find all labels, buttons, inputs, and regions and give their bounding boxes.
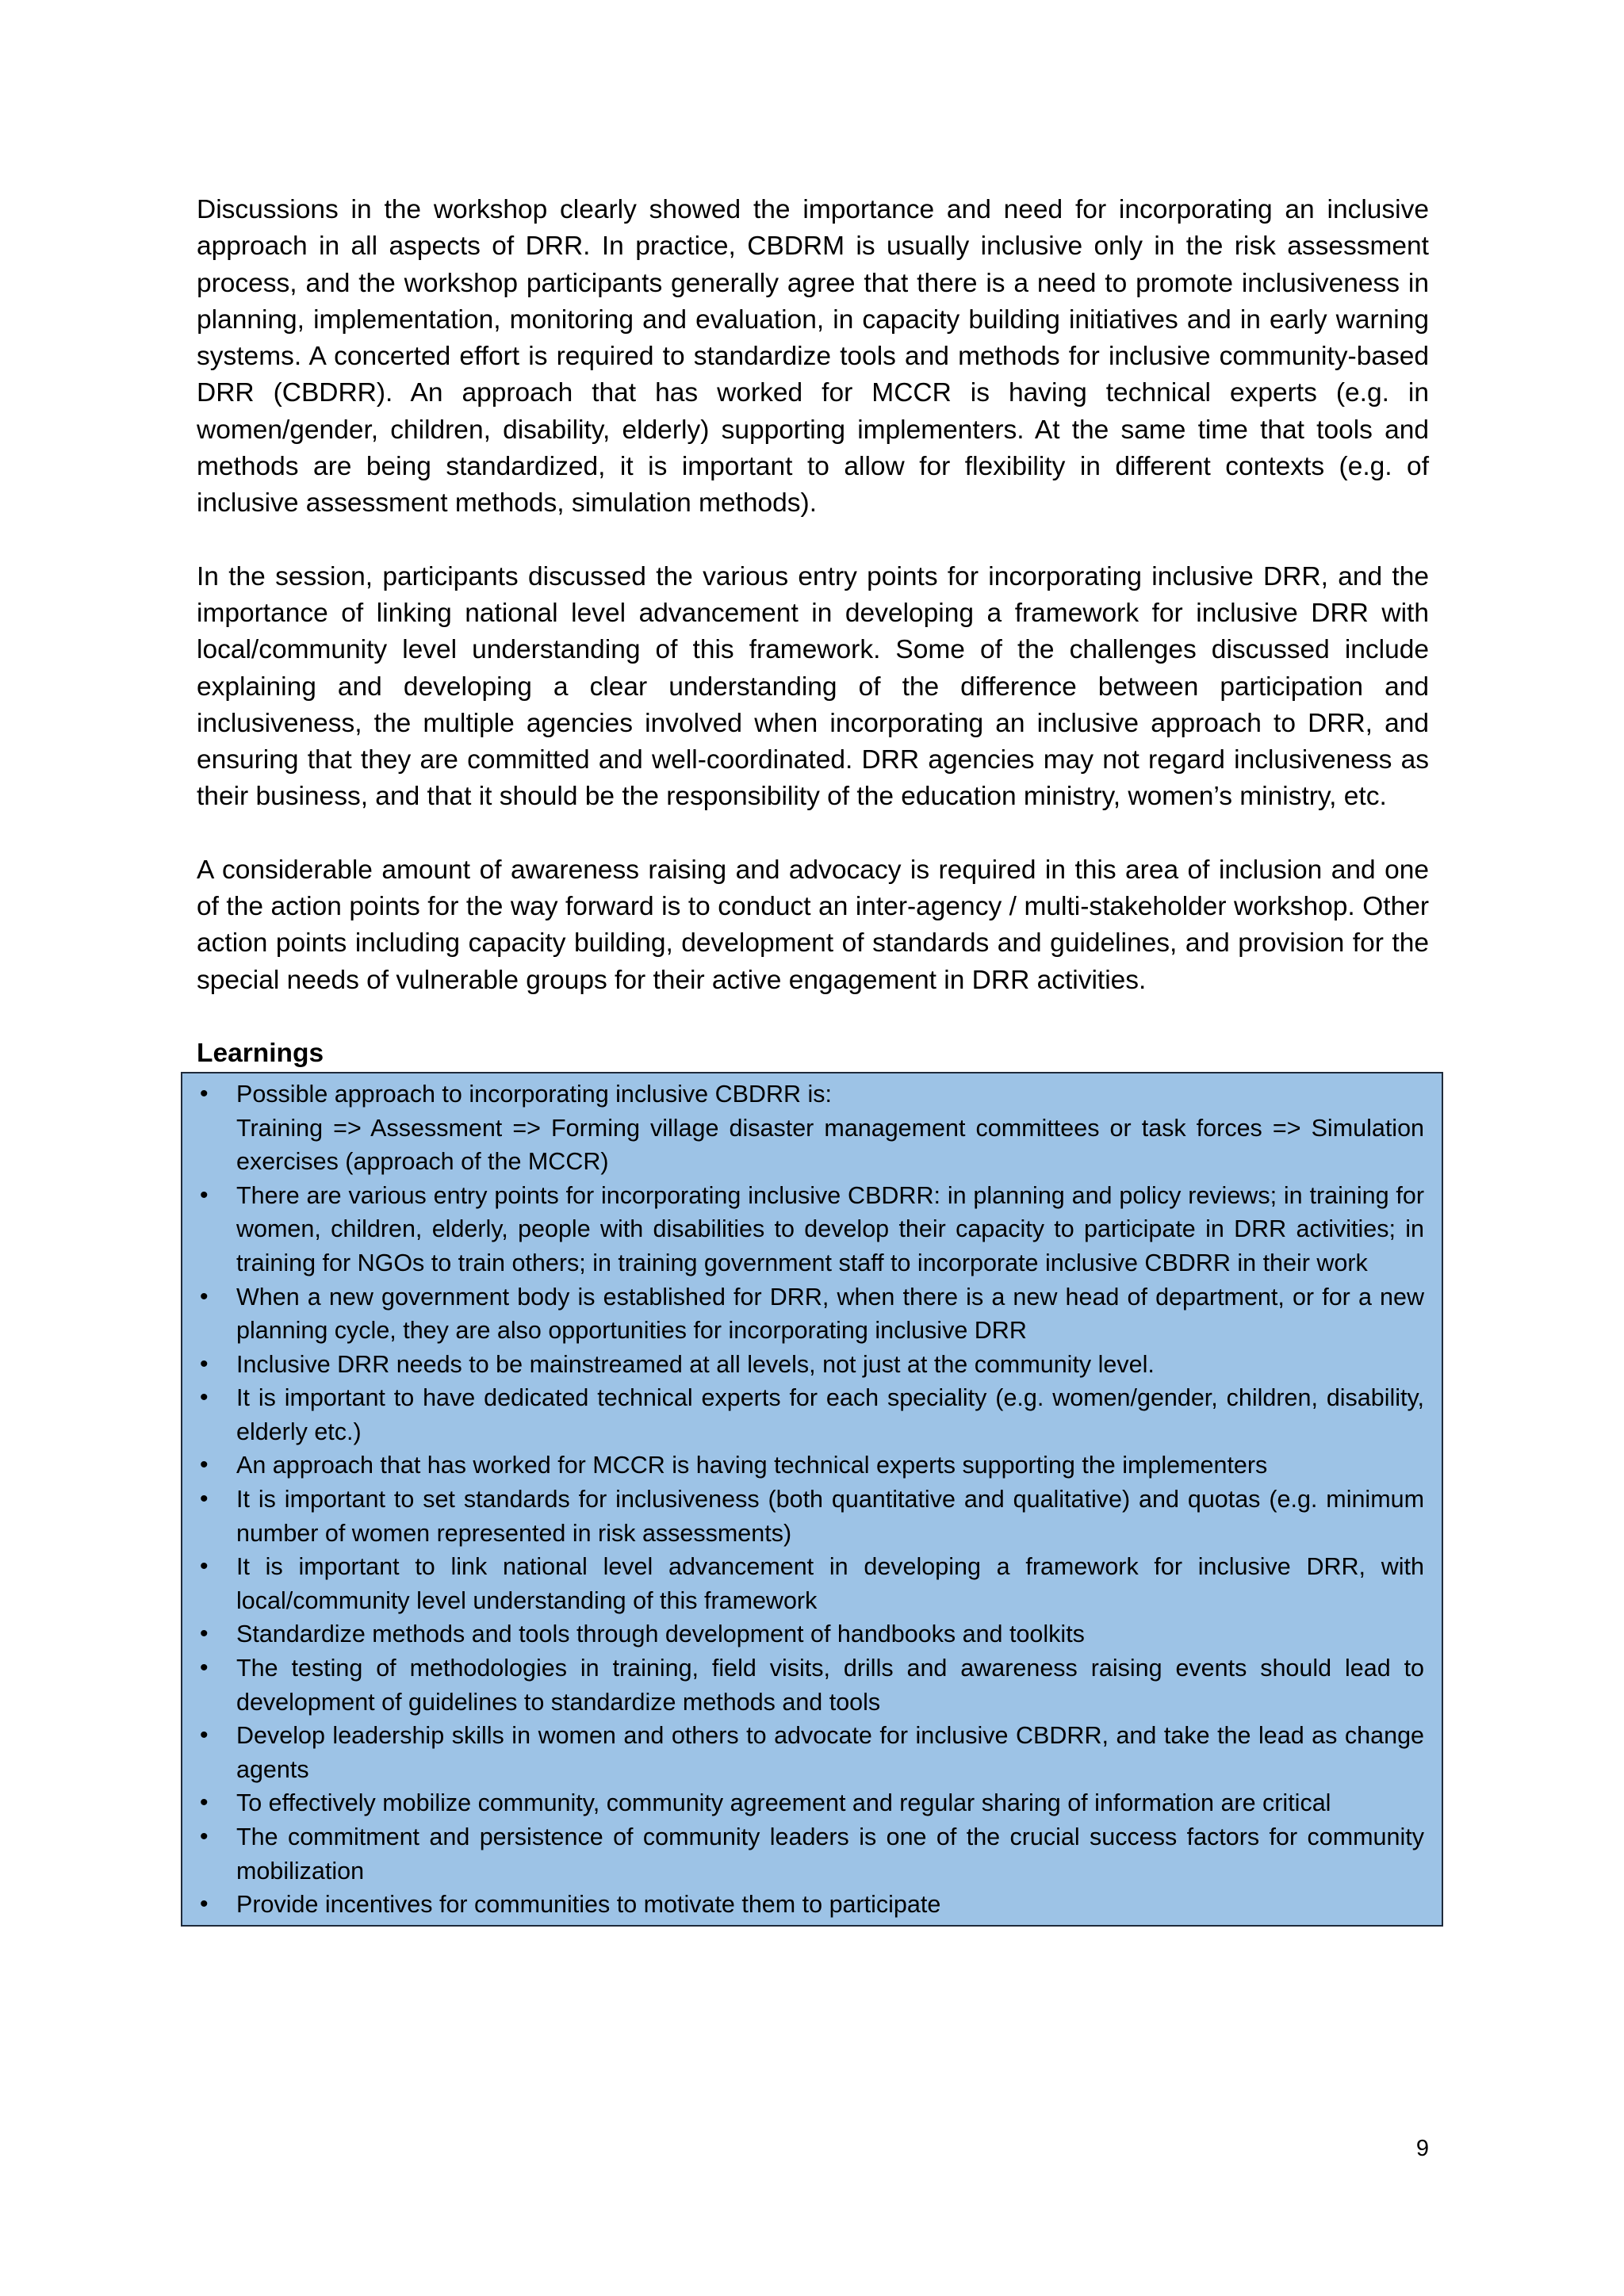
learnings-list <box>198 1077 1424 1922</box>
learning-item-text: Provide incentives for communities to motivate them to participate <box>236 1891 941 1919</box>
bullet-icon: • <box>200 1283 209 1310</box>
bullet-icon: • <box>200 1789 209 1816</box>
page-number: 9 <box>1415 2136 1429 2161</box>
bullet-icon: • <box>200 1384 209 1411</box>
learning-item-text: The commitment and persistence of community leaders is one of the crucial success factors for community mobilization <box>236 1823 1424 1885</box>
bullet-icon: • <box>200 1823 209 1850</box>
learning-item <box>198 1617 1424 1651</box>
learning-item-text: An approach that has worked for MCCR is having technical experts supporting the implementers <box>236 1452 1268 1479</box>
learning-item <box>198 1348 1424 1382</box>
body-paragraph-3: A considerable amount of awareness raising and advocacy is required in this area of inclusion and one of the action points for the way forward is to conduct an inter-agency / multi-stakeholder workshop. Other action points including capacity building, development of standards and guidelines, and provision for the special needs of vulnerable groups for their active engagement in DRR activities. <box>197 855 1429 995</box>
learning-item-text: When a new government body is established for DRR, when there is a new head of department, or for a new planning cycle, they are also opportunities for incorporating inclusive DRR <box>236 1283 1424 1345</box>
bullet-icon: • <box>200 1655 209 1682</box>
body-paragraph-2: In the session, participants discussed the various entry points for incorporating inclusive DRR, and the importance of linking national level advancement in developing a framework for inclusive DRR with local/community level understanding of this framework. Some of the challenges discussed include explaining and developing a clear understanding of the difference between participation and inclusiveness, the multiple agencies involved when incorporating an inclusive approach to DRR, and ensuring that they are committed and well-coordinated. DRR agencies may not regard inclusiveness as their business, and that it should be the responsibility of the education ministry, women’s ministry, etc. <box>197 561 1429 812</box>
learning-item-text: To effectively mobilize community, community agreement and regular sharing of information are critical <box>236 1789 1331 1817</box>
bullet-icon: • <box>200 1486 209 1513</box>
learning-item-text: Possible approach to incorporating inclusive CBDRR is: <box>236 1080 832 1108</box>
bullet-icon: • <box>200 1181 209 1208</box>
bullet-icon: • <box>200 1722 209 1749</box>
learning-item <box>198 1179 1424 1280</box>
learning-item <box>198 1820 1424 1888</box>
learning-item-text: It is important to link national level advancement in developing a framework for inclusive DRR, with local/community level understanding of this framework <box>236 1553 1424 1614</box>
learning-item-text: The testing of methodologies in training, field visits, drills and awareness raising events should lead to development of guidelines to standardize methods and tools <box>236 1655 1424 1716</box>
bullet-icon: • <box>200 1350 209 1377</box>
learning-item <box>198 1483 1424 1550</box>
learning-item <box>198 1077 1424 1179</box>
learning-item-text: Standardize methods and tools through development of handbooks and toolkits <box>236 1621 1085 1648</box>
learning-item-text: Develop leadership skills in women and others to advocate for inclusive CBDRR, and take the lead as change agents <box>236 1722 1424 1783</box>
learning-item <box>198 1280 1424 1348</box>
learning-item <box>198 1786 1424 1820</box>
learnings-heading: Learnings <box>197 1038 324 1068</box>
learning-item-continuation: Training => Assessment => Forming village disaster management committees or task forces => Simulation exercises (approach of the MCCR) <box>236 1114 1424 1176</box>
bullet-icon: • <box>200 1080 209 1107</box>
body-paragraph-1: Discussions in the workshop clearly showed the importance and need for incorporating an inclusive approach in all aspects of DRR. In practice, CBDRM is usually inclusive only in the risk assessment process, and the workshop participants generally agree that there is a need to promote inclusiveness in planning, implementation, monitoring and evaluation, in capacity building initiatives and in early warning systems. A concerted effort is required to standardize tools and methods for inclusive community-based DRR (CBDRR). An approach that has worked for MCCR is having technical experts (e.g. in women/gender, children, disability, elderly) supporting implementers. At the same time that tools and methods are being standardized, it is important to allow for flexibility in different contexts (e.g. of inclusive assessment methods, simulation methods). <box>197 195 1429 519</box>
learning-item-text: There are various entry points for incorporating inclusive CBDRR: in planning and policy reviews; in training for women, children, elderly, people with disabilities to develop their capacity to participate in DRR activities; in training for NGOs to train others; in training government staff to incorporate inclusive CBDRR in their work <box>236 1181 1424 1276</box>
learning-item <box>198 1888 1424 1922</box>
learning-item <box>198 1550 1424 1617</box>
learning-item-text: It is important to set standards for inclusiveness (both quantitative and qualitative) and quotas (e.g. minimum number of women represented in risk assessments) <box>236 1486 1424 1547</box>
bullet-icon: • <box>200 1621 209 1647</box>
bullet-icon: • <box>200 1553 209 1580</box>
bullet-icon: • <box>200 1891 209 1918</box>
bullet-icon: • <box>200 1452 209 1479</box>
learning-item <box>198 1651 1424 1719</box>
learning-item-text: Inclusive DRR needs to be mainstreamed at all levels, not just at the community level. <box>236 1350 1155 1378</box>
learning-item <box>198 1381 1424 1448</box>
learning-item <box>198 1448 1424 1483</box>
page-content <box>197 192 1429 1927</box>
learning-item-text: It is important to have dedicated technical experts for each speciality (e.g. women/gender, children, disability, elderly etc.) <box>236 1384 1424 1445</box>
learning-item <box>198 1719 1424 1786</box>
learnings-box <box>181 1072 1443 1927</box>
